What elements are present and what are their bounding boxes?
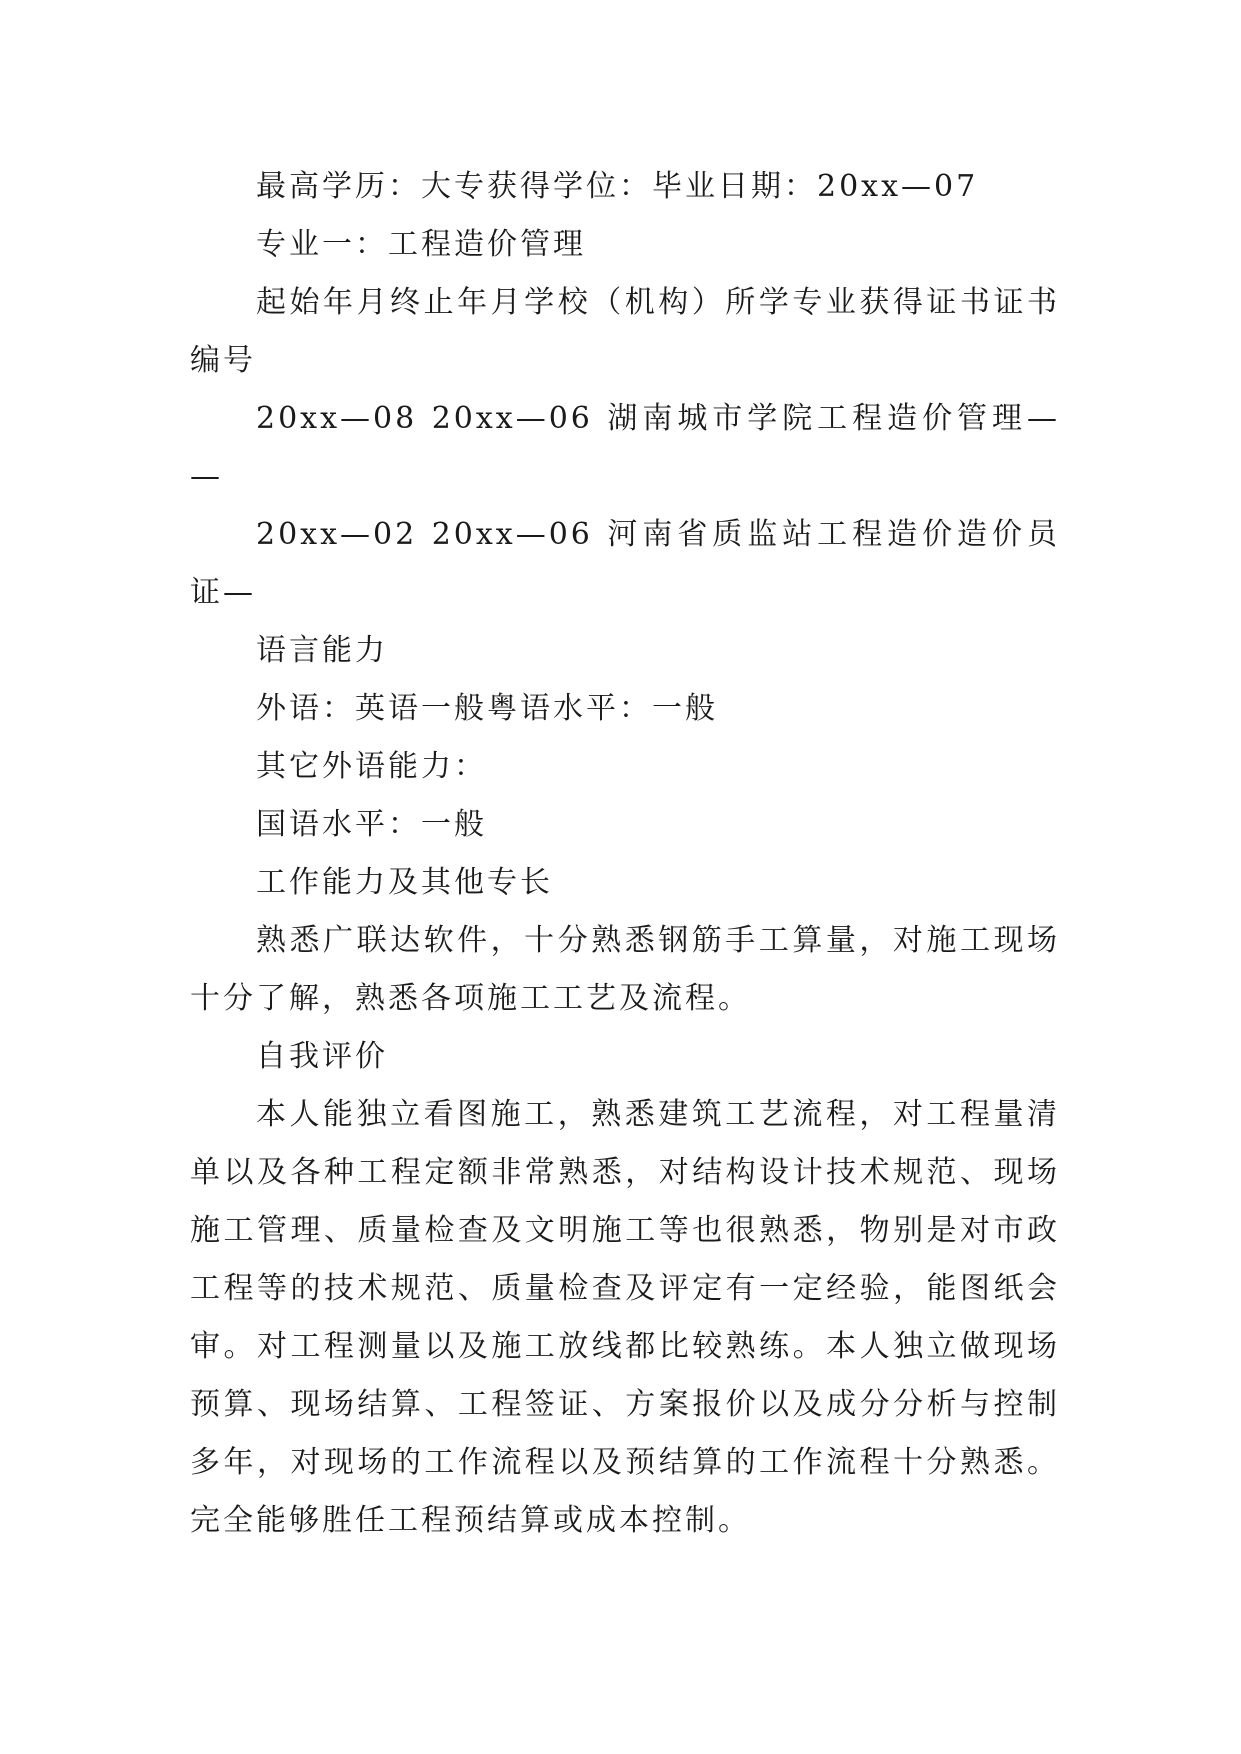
mandarin-line: 国语水平：一般	[256, 807, 487, 842]
foreign-language-line: 外语：英语一般粤语水平：一般	[256, 691, 718, 726]
skills-paragraph: 熟悉广联达软件，十分熟悉钢筋手工算量，对施工现场十分了解，熟悉各项施工工艺及流程。	[190, 923, 1060, 1016]
education-record-1: 20xx—08 20xx—06 湖南城市学院工程造价管理— —	[190, 401, 1073, 494]
section-heading-skills: 工作能力及其他专长	[256, 865, 553, 900]
self-evaluation-paragraph: 本人能独立看图施工，熟悉建筑工艺流程，对工程量清单以及各种工程定额非常熟悉，对结构设计技术规范、现场施工管理、质量检查及文明施工等也很熟悉，物别是对市政工程等的技术规范、质量检查及评定有一定经验，能图纸会审。对工程测量以及施工放线都比较熟练。本人独立做现场预算、现场结算、工程签证、方案报价以及成分分析与控制多年，对现场的工作流程以及预结算的工作流程十分熟悉。完全能够胜任工程预结算或成本控制。	[190, 1097, 1060, 1538]
education-line: 最高学历：大专获得学位：毕业日期：20xx—07	[256, 169, 979, 204]
other-language-line: 其它外语能力：	[256, 749, 487, 784]
major-line: 专业一：工程造价管理	[256, 227, 586, 262]
section-heading-self-evaluation: 自我评价	[256, 1039, 388, 1074]
section-heading-language: 语言能力	[256, 633, 388, 668]
document-body	[190, 158, 1073, 1550]
education-record-2: 20xx—02 20xx—06 河南省质监站工程造价造价员证—	[190, 517, 1060, 610]
education-table-header: 起始年月终止年月学校（机构）所学专业获得证书证书编号	[190, 285, 1060, 378]
